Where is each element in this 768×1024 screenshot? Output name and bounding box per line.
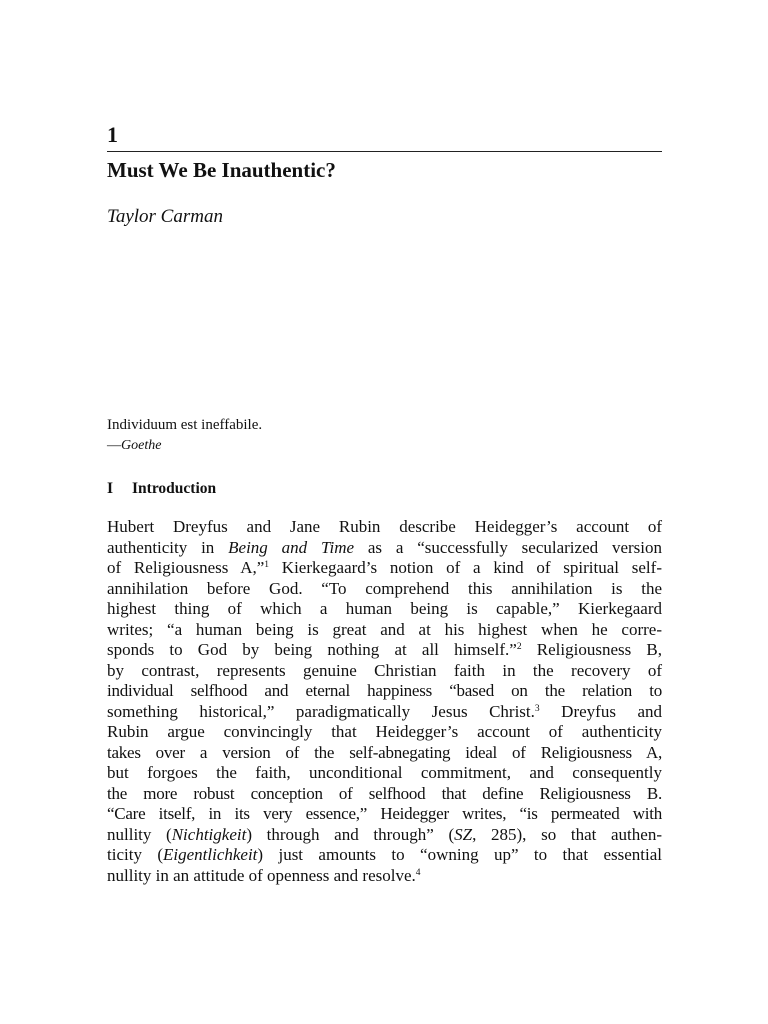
epigraph-dash: — bbox=[107, 438, 121, 453]
text-span: something historical,” paradigmatically Jesus Christ. bbox=[107, 701, 535, 721]
text-line: annihilation before God. “To comprehend this annihilation is the bbox=[107, 578, 662, 598]
text-span: Dreyfus and bbox=[539, 701, 662, 721]
text-span: ) just amounts to “owning up” to that essential bbox=[257, 845, 662, 864]
term-italic: Nichtigkeit bbox=[171, 824, 247, 844]
text-span: , 285), so that authen- bbox=[472, 824, 662, 844]
footnote-marker[interactable]: 1 bbox=[264, 560, 270, 570]
text-line: “Care itself, in its very essence,” Heidegger writes, “is permeated with bbox=[107, 804, 662, 823]
text-line: takes over a version of the self-abnegating ideal of Religiousness A, bbox=[107, 742, 662, 762]
section-title: Introduction bbox=[132, 480, 217, 497]
text-line bbox=[107, 640, 662, 661]
section-number: I bbox=[107, 480, 114, 497]
text-line bbox=[107, 845, 662, 866]
text-span: nullity in an attitude of openness and resolve. bbox=[107, 865, 416, 885]
text-span: of Religiousness A,” bbox=[107, 558, 265, 577]
text-line: the more robust conception of selfhood that define Religiousness B. bbox=[107, 783, 662, 803]
text-span: Kierkegaard’s notion of a kind of spiritual self- bbox=[269, 558, 662, 577]
book-page bbox=[107, 0, 662, 1024]
chapter-rule bbox=[107, 151, 662, 152]
footnote-marker[interactable]: 4 bbox=[415, 867, 421, 878]
text-span: Religiousness B, bbox=[521, 640, 662, 659]
chapter-number: 1 bbox=[107, 122, 118, 147]
citation-abbrev-italic: SZ bbox=[454, 824, 473, 844]
text-span: ) through and through” ( bbox=[246, 824, 455, 844]
text-line: Rubin argue convincingly that Heidegger’s account of authenticity bbox=[107, 722, 662, 741]
text-line: individual selfhood and eternal happiness “based on the relation to bbox=[107, 681, 662, 700]
chapter-author: Taylor Carman bbox=[107, 206, 223, 227]
body-paragraph bbox=[107, 517, 662, 886]
text-line bbox=[107, 866, 662, 887]
text-span: as a “successfully secularized version bbox=[354, 537, 662, 557]
chapter-title: Must We Be Inauthentic? bbox=[107, 158, 336, 182]
text-span: sponds to God by being nothing at all himself.” bbox=[107, 640, 517, 659]
text-span: ticity ( bbox=[107, 845, 163, 864]
text-line bbox=[107, 538, 662, 559]
text-span: authenticity in bbox=[107, 537, 229, 557]
epigraph-source: Goethe bbox=[121, 438, 162, 453]
footnote-marker[interactable]: 2 bbox=[516, 642, 522, 652]
text-line bbox=[107, 825, 662, 846]
text-line: by contrast, represents genuine Christian faith in the recovery of bbox=[107, 660, 662, 680]
text-line: but forgoes the faith, unconditional commitment, and consequently bbox=[107, 763, 662, 782]
text-line: highest thing of which a human being is capable,” Kierkegaard bbox=[107, 599, 662, 618]
text-line: writes; “a human being is great and at his highest when he corre- bbox=[107, 619, 662, 639]
text-line bbox=[107, 558, 662, 579]
text-line: Hubert Dreyfus and Jane Rubin describe Heidegger’s account of bbox=[107, 517, 662, 536]
epigraph-text: Individuum est ineffabile. bbox=[107, 417, 263, 433]
text-span: nullity ( bbox=[107, 824, 172, 844]
text-line bbox=[107, 702, 662, 723]
book-title-italic: Being and Time bbox=[228, 537, 355, 557]
epigraph-attribution bbox=[107, 436, 161, 456]
footnote-marker[interactable]: 3 bbox=[534, 703, 540, 714]
term-italic: Eigentlichkeit bbox=[163, 845, 258, 864]
section-heading bbox=[107, 478, 216, 500]
